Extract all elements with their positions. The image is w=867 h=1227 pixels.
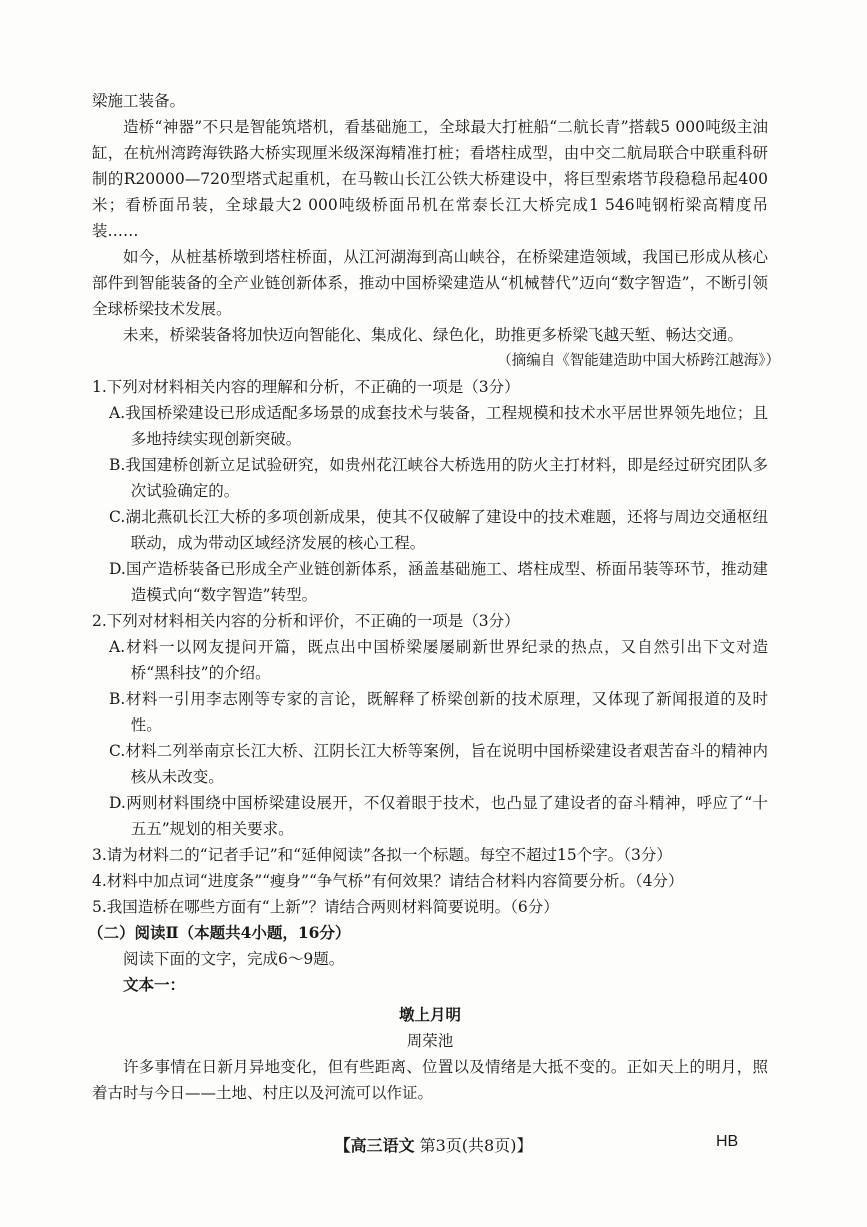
story-author: 周荣池 — [406, 1032, 454, 1050]
text-label: 文本一： — [123, 975, 186, 994]
body-paragraph-future: 未来，桥梁装备将加快迈向智能化、集成化、绿色化，助推更多桥梁飞越天堑、畅达交通。 — [123, 326, 744, 344]
question-stem: 1.下列对材料相关内容的理解和分析，不正确的一项是（3分） — [92, 378, 520, 396]
question-2 — [92, 608, 768, 842]
question-1 — [92, 374, 768, 608]
option-b: B.材料一引用李志刚等专家的言论，既解释了桥梁创新的技术原理，又体现了新闻报道的及时性。 — [109, 690, 768, 734]
story-paragraph: 许多事情在日新月异地变化，但有些距离、位置以及情绪是大抵不变的。正如天上的明月，照着古时与今日——土地、村庄以及河流可以作证。 — [92, 1058, 768, 1102]
question-4: 4.材料中加点词“进度条”“瘦身”“争气桥”有何效果？请结合材料内容简要分析。（4分） — [92, 872, 684, 890]
section-heading: （二）阅读Ⅱ（本题共4小题，16分） — [88, 923, 351, 942]
option-a: A.材料一以网友提问开篇，既点出中国桥梁屡屡刷新世界纪录的热点，又自然引出下文对造桥“黑科技”的介绍。 — [109, 638, 768, 682]
option-d: D.两则材料围绕中国桥梁建设展开，不仅着眼于技术，也凸显了建设者的奋斗精神，呼应了“十五五”规划的相关要求。 — [109, 794, 768, 838]
question-stem: 2.下列对材料相关内容的分析和评价，不正确的一项是（3分） — [92, 612, 520, 630]
page-content — [88, 88, 780, 1106]
option-c: C.湖北燕矶长江大桥的多项创新成果，使其不仅破解了建设中的技术难题，还将与周边交通枢纽联动，成为带动区域经济发展的核心工程。 — [109, 508, 768, 552]
option-b: B.我国建桥创新立足试验研究，如贵州花江峡谷大桥选用的防火主打材料，即是经过研究团队多次试验确定的。 — [109, 456, 768, 500]
footer-code: HB — [716, 1133, 739, 1150]
footer-subject: 【高三语文 — [334, 1136, 415, 1155]
option-a: A.我国桥梁建设已形成适配多场景的成套技术与装备，工程规模和技术水平居世界领先地位；且多地持续实现创新突破。 — [109, 404, 768, 448]
section-instruction: 阅读下面的文字，完成6～9题。 — [123, 950, 345, 968]
question-5: 5.我国造桥在哪些方面有“上新”？请结合两则材料简要说明。（6分） — [92, 898, 559, 916]
question-3: 3.请为材料二的“记者手记”和“延伸阅读”各拟一个标题。每空不超过15个字。（3分） — [92, 846, 672, 864]
text-line-fragment: 梁施工装备。 — [92, 92, 186, 110]
source-citation: （摘编自《智能建造助中国大桥跨江越海》） — [497, 353, 780, 369]
body-paragraph-machines: 造桥“神器”不只是智能筑塔机，看基础施工，全球最大打桩船“二航长青”搭载5 000吨级主油缸，在杭州湾跨海铁路大桥实现厘米级深海精准打桩；看塔柱成型，由中交二航局联合中联重科研制的R20000—720型塔式起重机，在马鞍山长江公铁大桥建设中，将巨型索塔节段稳稳吊起400米；看桥面吊装，全球最大2 000吨级桥面吊机在常泰长江大桥完成1 546吨钢桁梁高精度吊装…… — [92, 118, 768, 240]
story-title: 墩上月明 — [398, 1005, 461, 1024]
option-d: D.国产造桥装备已形成全产业链创新体系，涵盖基础施工、塔柱成型、桥面吊装等环节，推动建造模式向“数字智造”转型。 — [109, 560, 768, 604]
footer-page-number: 第3页(共8页)】 — [419, 1136, 533, 1155]
page-footer — [0, 1133, 867, 1163]
option-c: C.材料二列举南京长江大桥、江阴长江大桥等案例，旨在说明中国桥梁建设者艰苦奋斗的精神内核从未改变。 — [109, 742, 768, 786]
body-paragraph-industry-chain: 如今，从桩基桥墩到塔柱桥面，从江河湖海到高山峡谷，在桥梁建造领域，我国已形成从核心部件到智能装备的全产业链创新体系，推动中国桥梁建造从“机械替代”迈向“数字智造”，不断引领全球桥梁技术发展。 — [92, 248, 768, 318]
